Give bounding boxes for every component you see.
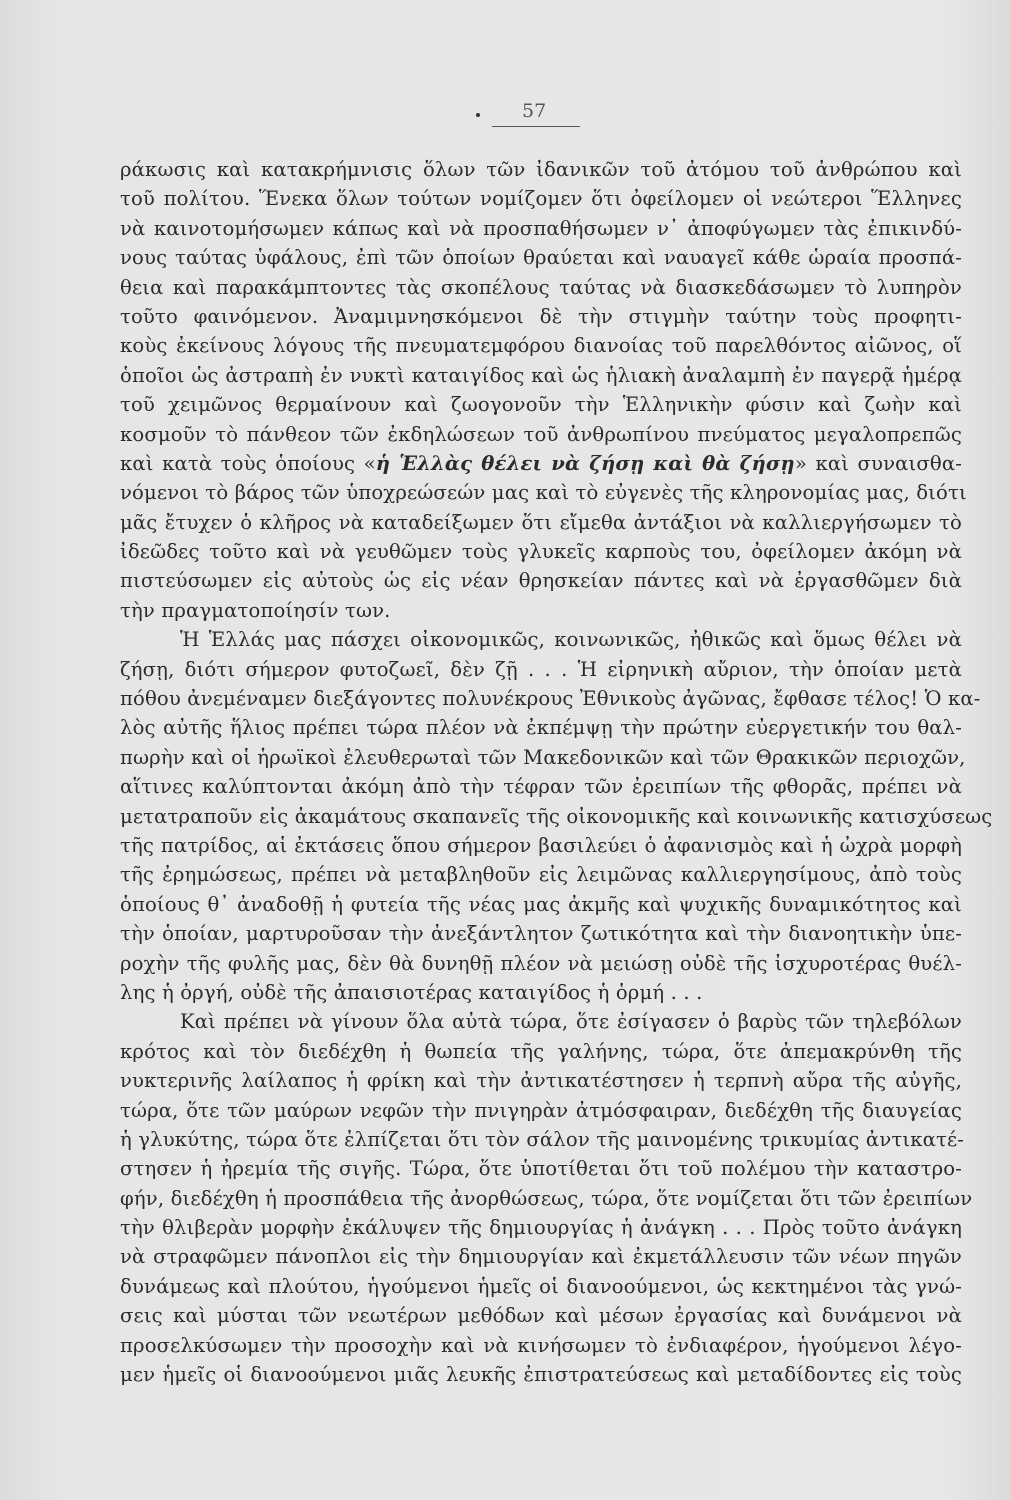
text-line: αἵτινες καλύπτονται ἀκόμη ἀπὸ τὴν τέφραν τῶν ἐρειπίων τῆς φθορᾶς, πρέπει νὰ (120, 775, 962, 799)
text-line: ράκωσις καὶ κατακρήμνισις ὅλων τῶν ἰδανικῶν τοῦ ἀτόμου τοῦ ἀνθρώπου καὶ (120, 158, 962, 181)
text-line: πιστεύσωμεν εἰς αὐτοὺς ὡς εἰς νέαν θρησκείαν πάντες καὶ νὰ ἐργασθῶμεν διὰ (120, 569, 962, 593)
text-line: μεν ἡμεῖς οἱ διανοούμενοι μιᾶς λευκῆς ἐπιστρατεύσεως καὶ μεταδίδοντες εἰς τοὺς (120, 1363, 962, 1387)
paragraph-start-line: Καὶ πρέπει νὰ γίνουν ὅλα αὐτὰ τώρα, ὅτε ἐσίγασεν ὁ βαρὺς τῶν τηλεβόλων (180, 1010, 962, 1034)
text-line: νυκτερινῆς λαίλαπος ἡ φρίκη καὶ τὴν ἀντικατέστησεν ἡ τερπνὴ αὔρα τῆς αὐγῆς, (120, 1069, 962, 1093)
text-line: νὰ στραφῶμεν πάνοπλοι εἰς τὴν δημιουργίαν καὶ ἐκμετάλλευσιν τῶν νέων πηγῶν (120, 1245, 962, 1269)
text-line: ἡ γλυκύτης, τώρα ὅτε ἐλπίζεται ὅτι τὸν σάλον τῆς μαινομένης τρικυμίας ἀντικατέ- (120, 1127, 965, 1151)
text-line: τῆς ἐρημώσεως, πρέπει νὰ μεταβληθοῦν εἰς λειμῶνας καλλιεργησίμους, ἀπὸ τοὺς (120, 863, 962, 887)
text-line: τὴν ὁποίαν, μαρτυροῦσαν τὴν ἀνεξάντλητον ζωτικότητα καὶ τὴν διανοητικὴν ὑπε- (120, 922, 962, 946)
paragraph-end-line: λης ἡ ὀργή, οὐδὲ τῆς ἀπαισιοτέρας καταιγίδος ἡ ὁρμή . . . (120, 980, 703, 1004)
text-line: νόμενοι τὸ βάρος τῶν ὑποχρεώσεών μας καὶ τὸ εὐγενὲς τῆς κληρονομίας μας, διότι (120, 481, 967, 505)
quote-lead-in: καὶ κατὰ τοὺς ὁποίους « (120, 451, 376, 475)
quote-trail: » καὶ συναισθα- (794, 451, 962, 475)
text-line: λὸς αὐτῆς ἥλιος πρέπει τώρα πλέον νὰ ἐκπέμψῃ τὴν πρώτην εὐεργετικήν του θαλ- (120, 716, 962, 740)
text-line: πόθου ἀνεμέναμεν διεξάγοντες πολυνέκρους Ἐθνικοὺς ἀγῶνας, ἔφθασε τέλος! Ὁ κα- (120, 687, 981, 711)
page-number: 57 (522, 100, 547, 122)
text-line: πωρὴν καὶ οἱ ἡρωϊκοὶ ἐλευθερωταὶ τῶν Μακεδονικῶν καὶ τῶν Θρακικῶν περιοχῶν, (120, 745, 966, 769)
text-line: κρότος καὶ τὸν διεδέχθη ἡ θωπεία τῆς γαλήνης, τώρα, ὅτε ἀπεμακρύνθη τῆς (120, 1039, 962, 1063)
text-line: στησεν ἡ ἠρεμία τῆς σιγῆς. Τώρα, ὅτε ὑποτίθεται ὅτι τοῦ πολέμου τὴν καταστρο- (120, 1157, 962, 1181)
text-line: ὁποίους θ᾽ ἀναδοθῇ ἡ φυτεία τῆς νέας μας ἀκμῆς καὶ ψυχικῆς δυναμικότητος καὶ (120, 892, 962, 916)
page-number-rule (492, 126, 580, 127)
text-line: δυνάμεως καὶ πλούτου, ἡγούμενοι ἡμεῖς οἱ διανοούμενοι, ὡς κεκτημένοι τὰς γνώ- (120, 1274, 962, 1298)
text-line: μᾶς ἔτυχεν ὁ κλῆρος νὰ καταδείξωμεν ὅτι εἴμεθα ἀντάξιοι νὰ καλλιεργήσωμεν τὸ (120, 510, 962, 534)
text-line: σεις καὶ μύσται τῶν νεωτέρων μεθόδων καὶ μέσων ἐργασίας καὶ δυνάμενοι νὰ (120, 1304, 962, 1328)
emphasized-quote: ἡ Ἑλλὰς θέλει νὰ ζήσῃ καὶ θὰ ζήσῃ (375, 451, 795, 475)
text-line: νους ταύτας ὑφάλους, ἐπὶ τῶν ὁποίων θραύεται καὶ ναυαγεῖ κάθε ὡραία προσπά- (120, 246, 962, 270)
text-line: ροχὴν τῆς φυλῆς μας, δὲν θὰ δυνηθῇ πλέον νὰ μειώσῃ οὐδὲ τῆς ἰσχυροτέρας θυέλ- (120, 951, 962, 975)
text-line: τοῦ χειμῶνος θερμαίνουν καὶ ζωογονοῦν τὴν Ἑλληνικὴν φύσιν καὶ ζωὴν καὶ (120, 393, 962, 417)
text-line: τώρα, ὅτε τῶν μαύρων νεφῶν τὴν πνιγηρὰν ἀτμόσφαιραν, διεδέχθη τῆς διαυγείας (120, 1098, 962, 1122)
ink-dot-mark (476, 113, 480, 117)
text-line: ἰδεῶδες τοῦτο καὶ νὰ γευθῶμεν τοὺς γλυκεῖς καρποὺς του, ὀφείλομεν ἀκόμη νὰ (120, 540, 962, 564)
text-line: κοὺς ἐκείνους λόγους τῆς πνευματεμφόρου διανοίας τοῦ παρελθόντος αἰῶνος, οἵ (120, 334, 962, 358)
text-line: μετατραποῦν εἰς ἀκαμάτους σκαπανεῖς τῆς οἰκονομικῆς καὶ κοινωνικῆς κατισχύσεως (120, 804, 993, 828)
text-line: νὰ καινοτομήσωμεν κάπως καὶ νὰ προσπαθήσωμεν ν᾽ ἀποφύγωμεν τὰς ἐπικινδύ- (120, 216, 962, 240)
text-line: τοῦ πολίτου. Ἕνεκα ὅλων τούτων νομίζομεν ὅτι ὀφείλομεν οἱ νεώτεροι Ἕλληνες (120, 187, 962, 211)
text-line: κοσμοῦν τὸ πάνθεον τῶν ἐκδηλώσεων τοῦ ἀνθρωπίνου πνεύματος μεγαλοπρεπῶς (120, 422, 962, 446)
text-line: τοῦτο φαινόμενον. Ἀναμιμνησκόμενοι δὲ τὴν στιγμὴν ταύτην τοὺς προφητι- (120, 304, 962, 328)
text-line: προσελκύσωμεν τὴν προσοχὴν καὶ νὰ κινήσωμεν τὸ ἐνδιαφέρον, ἡγούμενοι λέγο- (120, 1333, 962, 1357)
paragraph-end-line: τὴν πραγματοποίησίν των. (120, 598, 391, 622)
body-text (120, 155, 993, 1389)
text-line: ὁποῖοι ὡς ἀστραπὴ ἐν νυκτὶ καταιγίδος καὶ ὡς ἡλιακὴ ἀναλαμπὴ ἐν παγερᾷ ἡμέρᾳ (120, 363, 962, 387)
page-header (470, 100, 590, 130)
text-line: ζήσῃ, διότι σήμερον φυτοζωεῖ, δὲν ζῇ . . . Ἡ εἰρηνικὴ αὔριον, τὴν ὁποίαν μετὰ (120, 657, 962, 681)
text-line: θεια καὶ παρακάμπτοντες τὰς σκοπέλους ταύτας νὰ διασκεδάσωμεν τὸ λυπηρὸν (120, 275, 962, 299)
text-line: φήν, διεδέχθη ἡ προσπάθεια τῆς ἀνορθώσεως, τώρα, ὅτε νομίζεται ὅτι τῶν ἐρειπίων (120, 1186, 973, 1210)
paragraph-start-line: Ἡ Ἑλλάς μας πάσχει οἰκονομικῶς, κοινωνικῶς, ἠθικῶς καὶ ὅμως θέλει νὰ (180, 628, 962, 652)
text-line-with-quote (120, 449, 962, 478)
text-line: τῆς πατρίδος, αἱ ἐκτάσεις ὅπου σήμερον βασιλεύει ὁ ἀφανισμὸς καὶ ἡ ὠχρὰ μορφὴ (120, 833, 962, 857)
text-line: τὴν θλιβερὰν μορφὴν ἐκάλυψεν τῆς δημιουργίας ἡ ἀνάγκη . . . Πρὸς τοῦτο ἀνάγκη (120, 1216, 962, 1240)
